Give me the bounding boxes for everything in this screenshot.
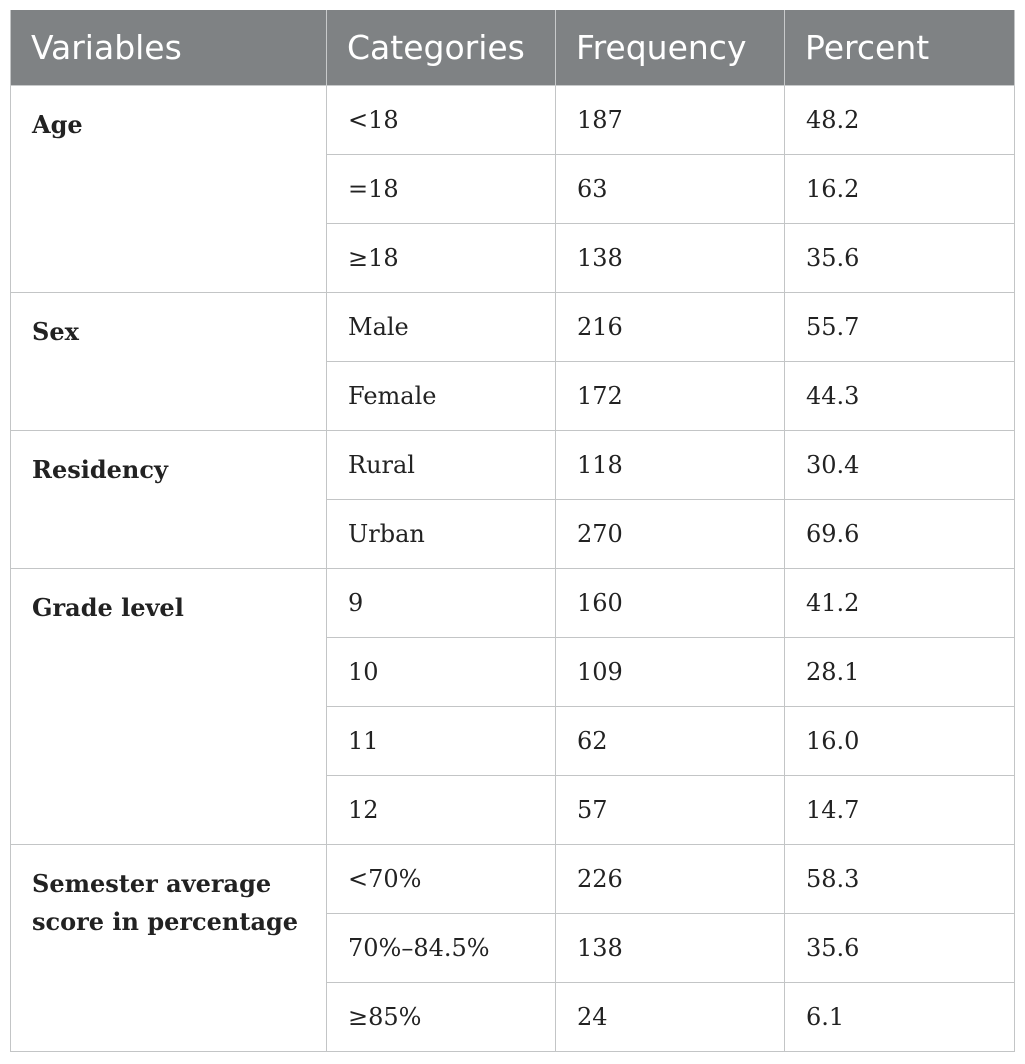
header-percent: Percent [785,10,1015,85]
category-cell: Urban [327,499,556,568]
percent-cell: 58.3 [785,844,1015,913]
percent-cell: 69.6 [785,499,1015,568]
frequency-cell: 109 [556,637,785,706]
percent-cell: 16.0 [785,706,1015,775]
table-row [11,292,1015,361]
percent-cell: 55.7 [785,292,1015,361]
percent-cell: 30.4 [785,430,1015,499]
frequency-cell: 138 [556,223,785,292]
frequency-cell: 216 [556,292,785,361]
category-cell: <18 [327,85,556,154]
variable-cell: Sex [11,292,327,430]
frequency-cell: 187 [556,85,785,154]
frequency-cell: 172 [556,361,785,430]
category-cell: Rural [327,430,556,499]
category-cell: 9 [327,568,556,637]
percent-cell: 16.2 [785,154,1015,223]
category-cell: <70% [327,844,556,913]
frequency-cell: 270 [556,499,785,568]
frequency-cell: 118 [556,430,785,499]
percent-cell: 14.7 [785,775,1015,844]
table-row [11,85,1015,154]
category-cell: ≥85% [327,982,556,1051]
percent-cell: 6.1 [785,982,1015,1051]
header-frequency: Frequency [556,10,785,85]
percent-cell: 44.3 [785,361,1015,430]
category-cell: 10 [327,637,556,706]
table-row [11,568,1015,637]
category-cell: Female [327,361,556,430]
category-cell: 11 [327,706,556,775]
percent-cell: 35.6 [785,913,1015,982]
category-cell: 12 [327,775,556,844]
header-row [11,10,1015,85]
variable-cell: Residency [11,430,327,568]
category-cell: Male [327,292,556,361]
category-cell: =18 [327,154,556,223]
frequency-cell: 57 [556,775,785,844]
category-cell: 70%–84.5% [327,913,556,982]
category-cell: ≥18 [327,223,556,292]
percent-cell: 41.2 [785,568,1015,637]
percent-cell: 48.2 [785,85,1015,154]
percent-cell: 28.1 [785,637,1015,706]
frequency-cell: 63 [556,154,785,223]
frequency-cell: 226 [556,844,785,913]
header-variables: Variables [11,10,327,85]
frequency-cell: 160 [556,568,785,637]
table-row [11,430,1015,499]
variable-cell: Age [11,85,327,292]
frequency-cell: 62 [556,706,785,775]
frequency-cell: 138 [556,913,785,982]
frequency-cell: 24 [556,982,785,1051]
percent-cell: 35.6 [785,223,1015,292]
variable-cell: Semester average score in percentage [11,844,327,1051]
table-row [11,844,1015,913]
header-categories: Categories [327,10,556,85]
variable-cell: Grade level [11,568,327,844]
data-table [10,10,1015,1052]
